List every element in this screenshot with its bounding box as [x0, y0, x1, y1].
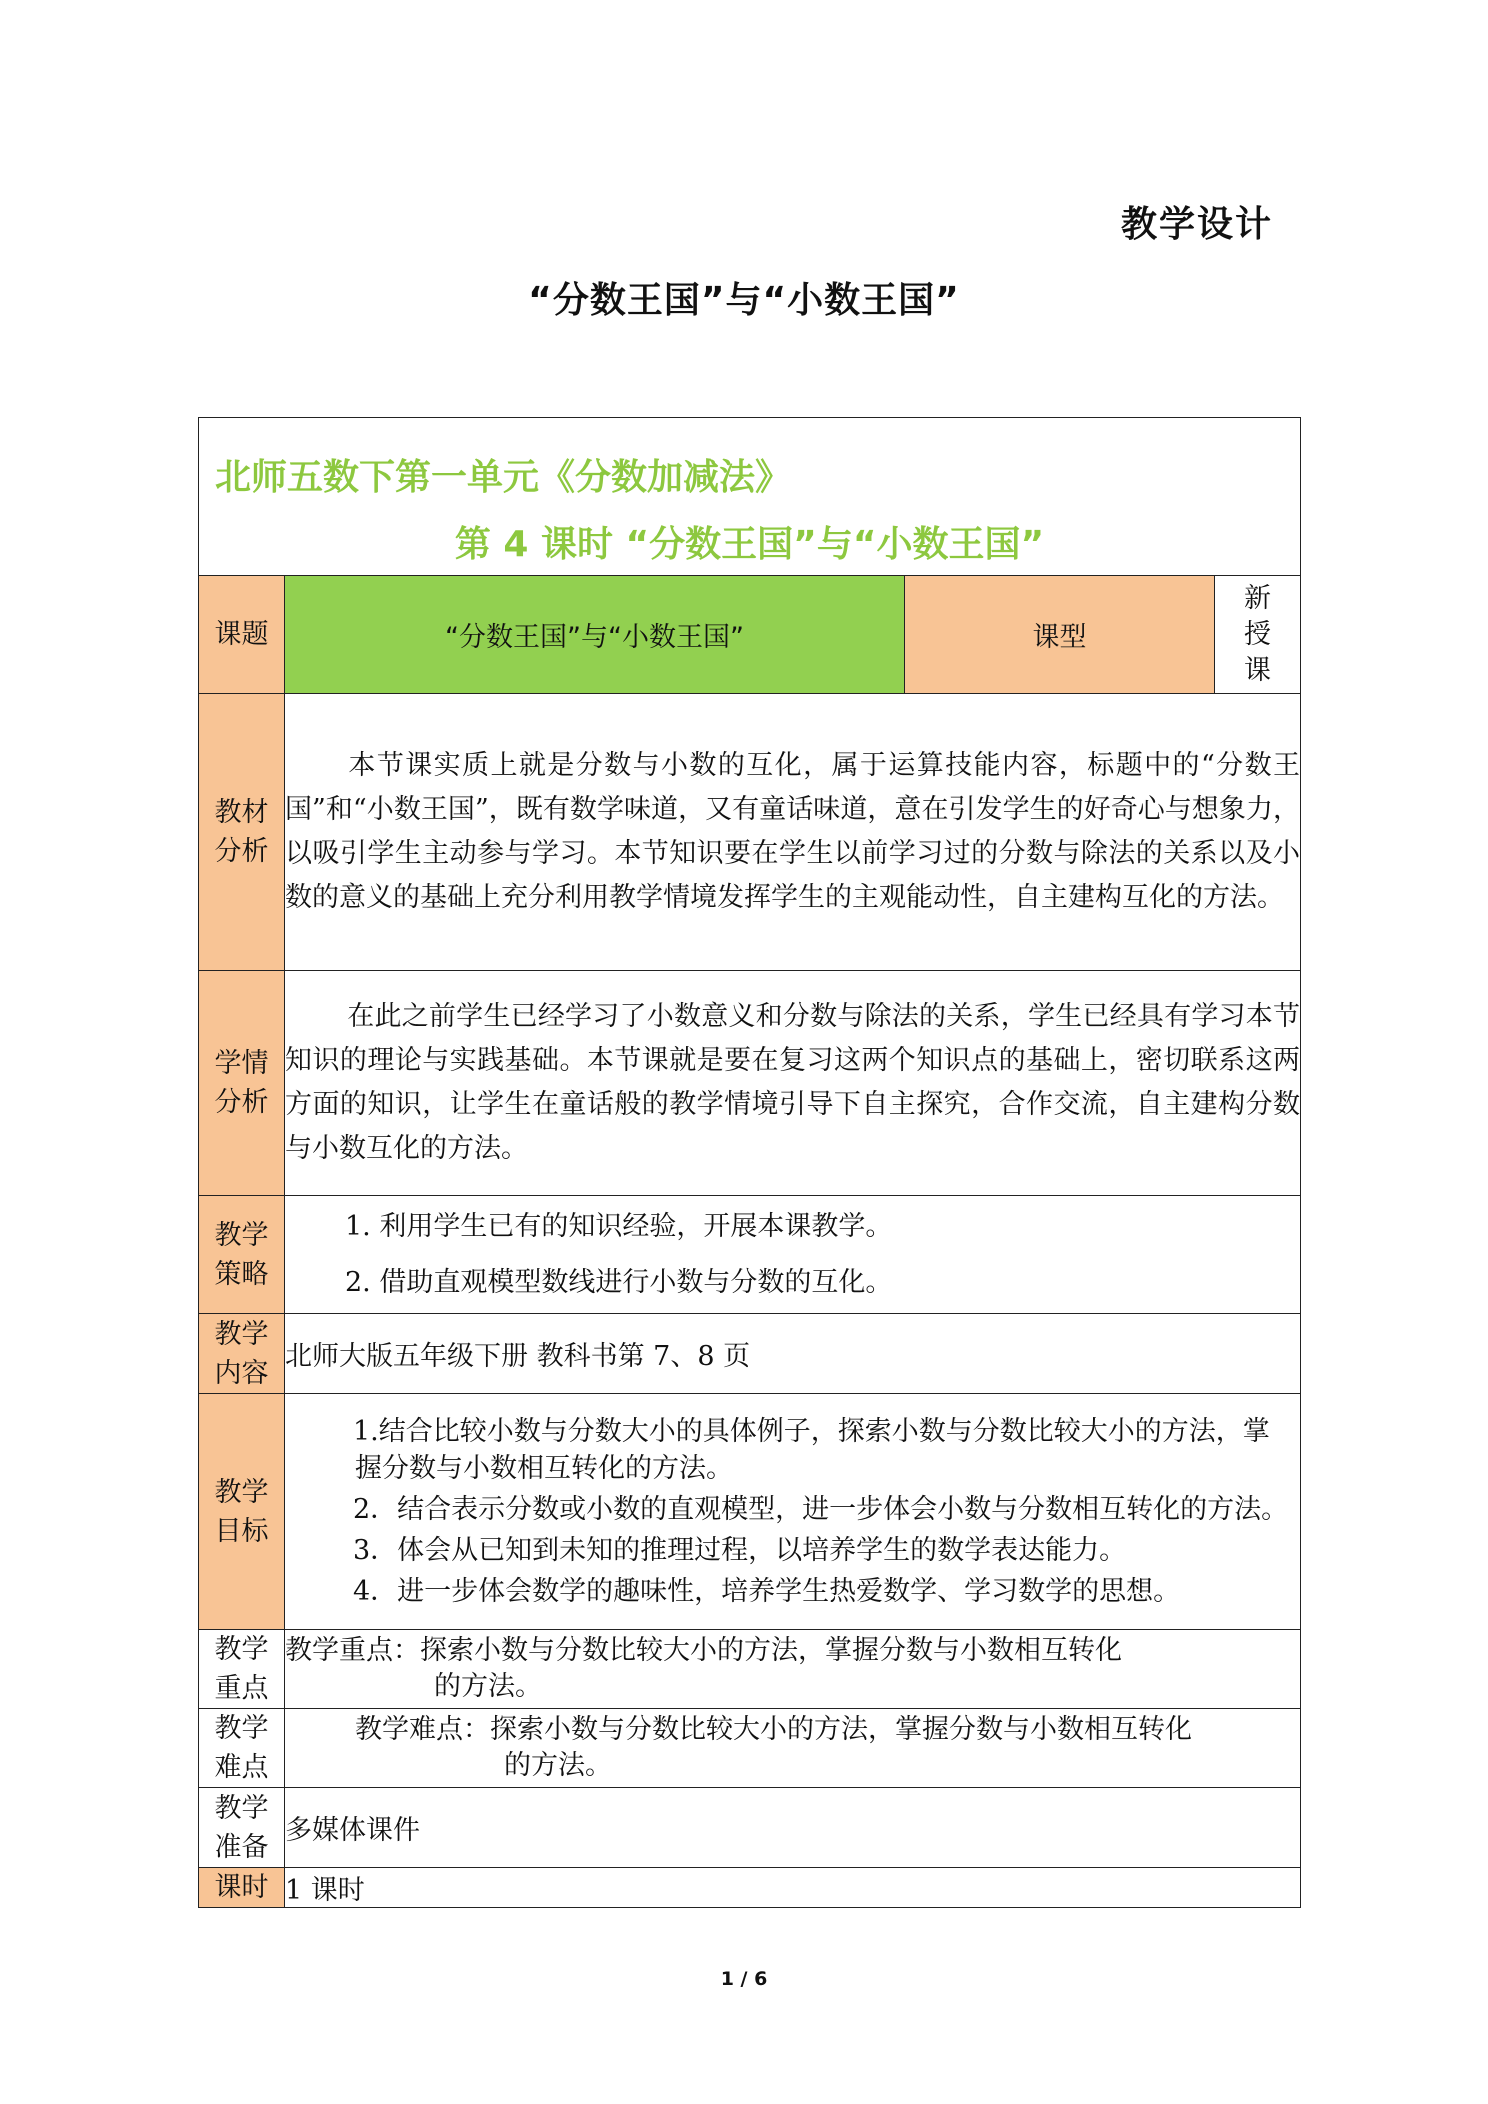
- key-prefix: 教学重点：: [285, 1635, 420, 1666]
- topic-label: 课题: [199, 576, 285, 694]
- material-text: [285, 694, 1301, 971]
- strategy-label: [199, 1196, 285, 1314]
- material-label: [199, 694, 285, 971]
- lesson-plan-table: [198, 417, 1301, 1908]
- difficulty-line2: 的方法。: [504, 1750, 612, 1781]
- preparation-text: 多媒体课件: [285, 1788, 1301, 1868]
- list-item: 4．进一步体会数学的趣味性，培养学生热爱数学、学习数学的思想。: [353, 1576, 1181, 1607]
- material-body: 本节课实质上就是分数与小数的互化，属于运算技能内容，标题中的“分数王国”和“小数王国”，既有数学味道，又有童话味道，意在引发学生的好奇心与想象力，以吸引学生主动参与学习。本节知识要在学生以前学习过的分数与除法的关系以及小数的意义的基础上充分利用教学情境发挥学生的主观能动性，自主建构互化的方法。: [285, 750, 1301, 913]
- strategy-label-text: 教学策略: [214, 1219, 269, 1290]
- goals-label: [199, 1394, 285, 1630]
- type-value-text: 新授课: [1244, 582, 1271, 686]
- lesson-heading: 第 4 课时 “分数王国”与“小数王国”: [454, 523, 1045, 565]
- topic-value: “分数王国”与“小数王国”: [285, 576, 905, 694]
- students-label-text: 学情分析: [214, 1048, 269, 1118]
- key-line1: 探索小数与分数比较大小的方法，掌握分数与小数相互转化: [420, 1635, 1122, 1666]
- type-label: 课型: [905, 576, 1215, 694]
- difficulty-text: [285, 1709, 1301, 1788]
- content-text: 北师大版五年级下册 教科书第 7、8 页: [285, 1314, 1301, 1394]
- difficulty-label: [199, 1709, 285, 1788]
- preparation-label: [199, 1788, 285, 1868]
- duration-text: 1 课时: [285, 1868, 1301, 1908]
- key-line2: 的方法。: [434, 1671, 542, 1702]
- key-text: [285, 1630, 1301, 1709]
- content-label: [199, 1314, 285, 1394]
- list-item: 1. 利用学生已有的知识经验，开展本课教学。: [345, 1210, 893, 1242]
- list-item: 3．体会从已知到未知的推理过程，以培养学生的数学表达能力。: [353, 1535, 1127, 1566]
- goals-list: [285, 1394, 1301, 1630]
- document-title: “分数王国”与“小数王国”: [528, 280, 960, 321]
- list-item: 2. 借助直观模型数线进行小数与分数的互化。: [345, 1266, 893, 1298]
- list-item: 1.结合比较小数与分数大小的具体例子，探索小数与分数比较大小的方法，掌握分数与小数相互转化的方法。: [353, 1416, 1270, 1484]
- students-body: 在此之前学生已经学习了小数意义和分数与除法的关系，学生已经具有学习本节知识的理论与实践基础。本节课就是要在复习这两个知识点的基础上，密切联系这两方面的知识，让学生在童话般的教学情境引导下自主探究，合作交流，自主建构分数与小数互化的方法。: [285, 1001, 1301, 1164]
- page-number: 1 / 6: [720, 1968, 768, 1990]
- list-item: 2．结合表示分数或小数的直观模型，进一步体会小数与分数相互转化的方法。: [353, 1494, 1289, 1525]
- students-label: [199, 971, 285, 1196]
- duration-label: 课时: [199, 1868, 285, 1908]
- unit-heading: 北师五数下第一单元《分数加减法》: [215, 456, 792, 498]
- table-header: [199, 418, 1301, 576]
- type-value: [1215, 576, 1301, 694]
- preparation-label-text: 教学准备: [214, 1792, 269, 1863]
- difficulty-prefix: 教学难点：: [355, 1714, 490, 1745]
- key-label-text: 教学重点: [214, 1634, 269, 1704]
- students-text: [285, 971, 1301, 1196]
- difficulty-line1: 探索小数与分数比较大小的方法，掌握分数与小数相互转化: [490, 1714, 1192, 1745]
- doc-label: 教学设计: [1120, 204, 1273, 245]
- goals-label-text: 教学目标: [214, 1476, 269, 1547]
- content-label-text: 教学内容: [214, 1318, 269, 1389]
- strategy-list: [285, 1196, 1301, 1314]
- key-label: [199, 1630, 285, 1709]
- material-label-text: 教材分析: [214, 797, 269, 867]
- difficulty-label-text: 教学难点: [214, 1713, 269, 1783]
